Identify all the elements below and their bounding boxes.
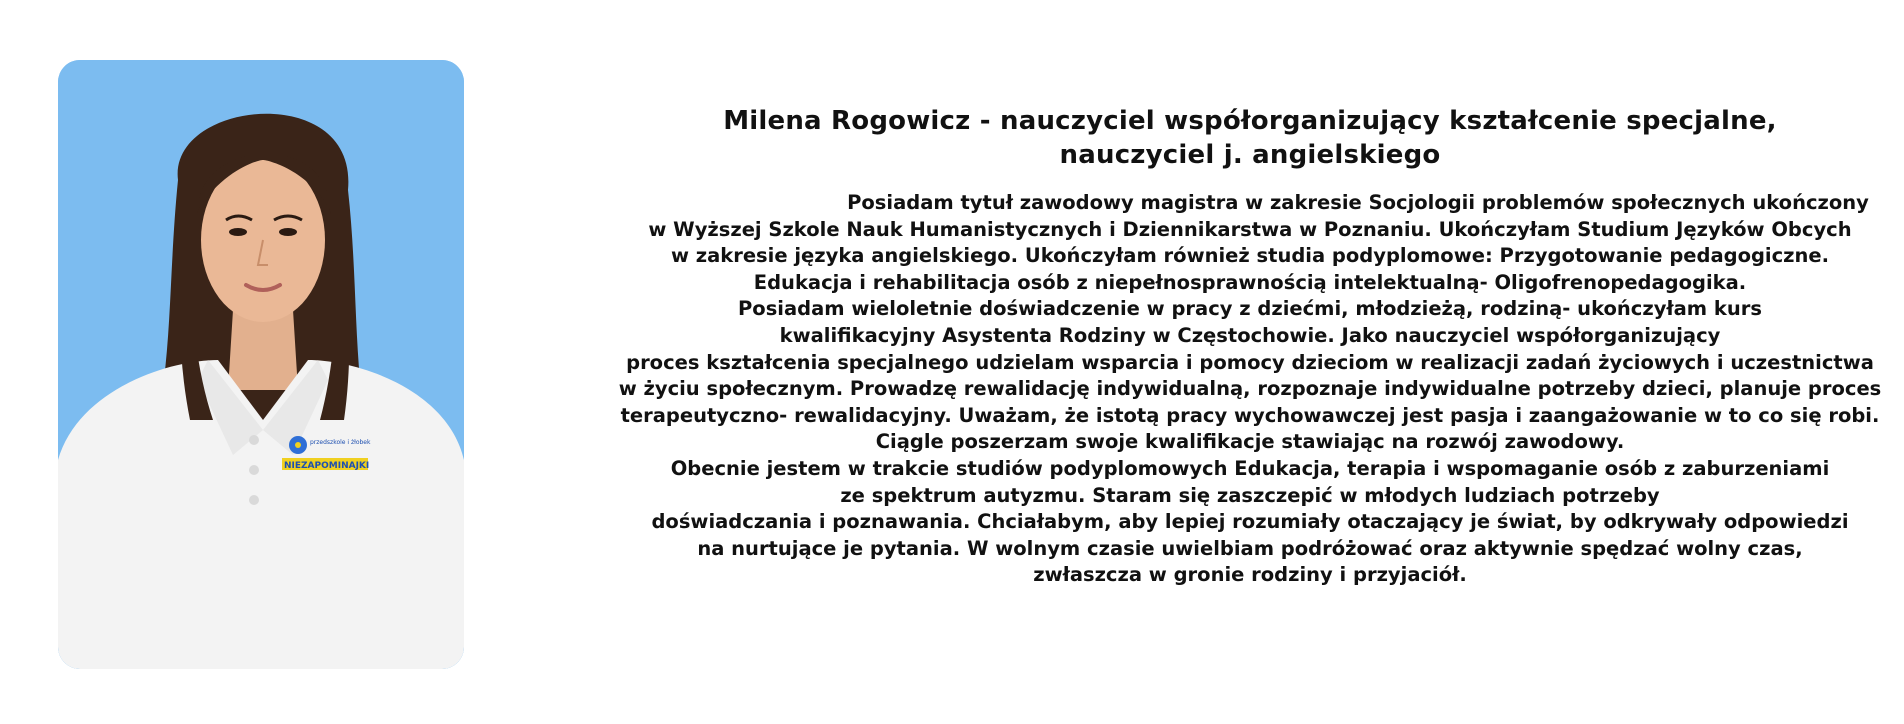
bio-line: w zakresie języka angielskiego. Ukończyłam również studia podyplomowe: Przygotowanie pedagogiczne. (670, 244, 1830, 268)
title-line: nauczyciel j. angielskiego (1059, 140, 1441, 170)
bio-line: zwłaszcza w gronie rodziny i przyjaciół. (1033, 563, 1467, 587)
logo-text: NIEZAPOMINAJKI (284, 461, 370, 471)
bio-line: doświadczania i poznawania. Chciałabym, aby lepiej rozumiały otaczający je świat, by odkrywały odpowiedzi (651, 510, 1849, 534)
profile-text (600, 104, 1900, 589)
portrait-illustration (58, 60, 464, 669)
bio-line: terapeutyczno- rewalidacyjny. Uważam, że istotą pracy wychowawczej jest pasja i zaangażowanie w to co się robi. (620, 403, 1880, 427)
bio-line: Ciągle poszerzam swoje kwalifikacje stawiając na rozwój zawodowy. (875, 430, 1625, 454)
bio-line: proces kształcenia specjalnego udzielam wsparcia i pomocy dzieciom w realizacji zadań życiowych i uczestnictwa (626, 350, 1874, 374)
bio-line: na nurtujące je pytania. W wolnym czasie uwielbiam podróżować oraz aktywnie spędzać wolny czas, (697, 536, 1803, 560)
bio-line: w życiu społecznym. Prowadzę rewalidację indywidualną, rozpoznaje indywidualne potrzeby dzieci, planuje proces (618, 377, 1882, 401)
bio-line: Posiadam wieloletnie doświadczenie w pracy z dziećmi, młodzieżą, rodziną- ukończyłam kurs (738, 297, 1762, 321)
bio-line: ze spektrum autyzmu. Staram się zaszczepić w młodych ludziach potrzeby (840, 483, 1660, 507)
bio-line: kwalifikacyjny Asystenta Rodziny w Częstochowie. Jako nauczyciel współorganizujący (779, 323, 1721, 347)
page-title (600, 104, 1900, 172)
bio-paragraph (600, 190, 1900, 589)
bio-line: Edukacja i rehabilitacja osób z niepełnosprawnością intelektualną- Oligofrenopedagogika. (753, 270, 1747, 294)
bio-line: Obecnie jestem w trakcie studiów podyplomowych Edukacja, terapia i wspomaganie osób z zaburzeniami (670, 456, 1830, 480)
logo-subtext: przedszkole i żłobek (310, 439, 371, 446)
bio-line: Posiadam tytuł zawodowy magistra w zakresie Socjologii problemów społecznych ukończony (847, 191, 1869, 214)
title-line: Milena Rogowicz - nauczyciel współorganizujący kształcenie specjalne, (723, 106, 1777, 136)
profile-photo (58, 60, 464, 669)
bio-line: w Wyższej Szkole Nauk Humanistycznych i Dziennikarstwa w Poznaniu. Ukończyłam Studium Języków Obcych (648, 217, 1852, 241)
